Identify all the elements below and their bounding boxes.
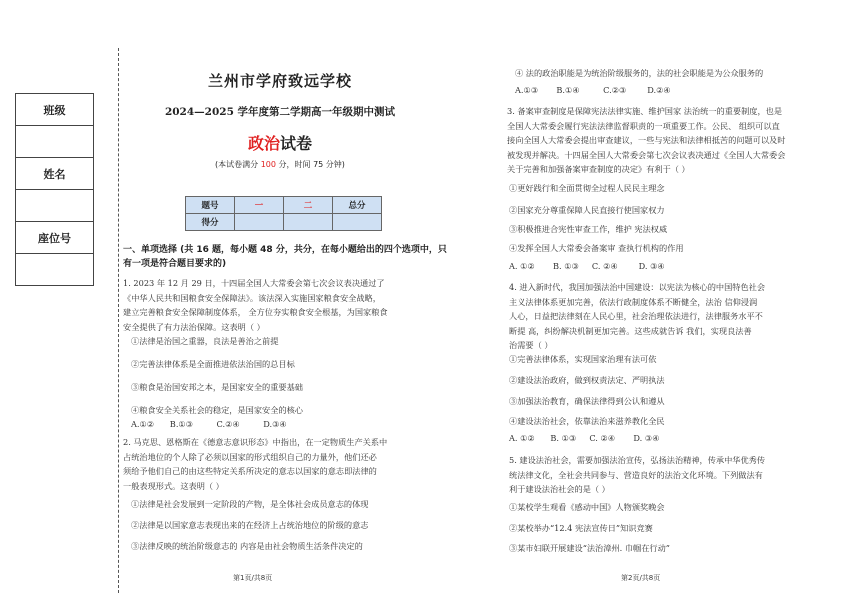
question-5 — [509, 453, 765, 497]
q2-option[interactable]: ②法律是以国家意志表现出来的在经济上占统治地位的阶级的意志 — [131, 520, 369, 530]
q4-option[interactable]: ④建设法治社会，依靠法治来滋养教化全民 — [509, 416, 665, 426]
q1-option[interactable]: ①法律是治国之重器，良法是善治之前提 — [131, 336, 279, 346]
q2-option[interactable]: ①法律是社会发展到一定阶段的产物，是全体社会成员意志的体现 — [131, 499, 369, 509]
q2-line: 须给予他们自己的由这些特定关系所决定的意志以国家的意志即法律的 — [123, 466, 377, 476]
note-prefix: (本试卷满分 — [215, 160, 261, 169]
q4-option[interactable]: ①完善法律体系，实现国家治理有法可依 — [509, 354, 657, 364]
q4-option[interactable]: ②建设法治政府，做到权责法定、严明执法 — [509, 375, 665, 385]
q2-choices[interactable]: A.①③ B.①④ C.②③ D.②④ — [515, 85, 671, 95]
section-line-1: 一、单项选择 (共 16 题，每小题 48 分，共分，在每小题给出的四个选项中，只 — [123, 245, 447, 255]
q2-option[interactable]: ④ 法的政治职能是为统治阶级服务的，法的社会职能是为公众服务的 — [515, 68, 764, 78]
score-h1: 题号 — [186, 197, 235, 214]
q5-option[interactable]: ②某校举办“12.4 宪法宣传日”知识竞赛 — [509, 523, 653, 533]
score-cell-2[interactable] — [284, 214, 333, 231]
q4-line: 断提 高，纠纷解决机制更加完善。这些成就告诉 我们，实现良法善 — [509, 325, 752, 336]
score-h3: 二 — [284, 197, 333, 214]
q5-line: 利于建设法治社会的是（ ） — [509, 484, 610, 494]
q1-option[interactable]: ④粮食安全关系社会的稳定，是国家安全的核心 — [131, 405, 303, 415]
page-footer-right: 第2页/共8页 — [621, 574, 661, 582]
name-field[interactable] — [16, 190, 93, 222]
q4-line: 主义法律体系更加完善，依法行政制度体系不断健全，法治 信仰浸润 — [509, 296, 758, 307]
q3-line: 关于完善和加强备案审查制度的决定》有利于（ ） — [507, 164, 690, 174]
score-cell-1[interactable] — [235, 214, 284, 231]
q5-line: 5. 建设法治社会，需要加强法治宣传，弘扬法治精神，传承中华优秀传 — [509, 455, 766, 465]
score-h2: 一 — [235, 197, 284, 214]
question-2 — [123, 435, 387, 493]
q1-line: 《中华人民共和国粮食安全保障法》。该法深入实施国家粮食安全战略， — [123, 292, 381, 303]
q3-option[interactable]: ③积极推进合宪性审查工作，维护 宪法权威 — [509, 224, 668, 234]
subject-black: 试卷 — [280, 134, 313, 153]
score-cell-total[interactable] — [333, 214, 382, 231]
q1-line: 安全提供了有力法治保障。这表明（ ） — [123, 321, 265, 332]
class-field[interactable] — [16, 126, 93, 158]
q4-option[interactable]: ③加强法治教育，确保法律得到公认和遵从 — [509, 396, 665, 406]
page-footer-left: 第1页/共8页 — [233, 574, 273, 582]
seat-label: 座位号 — [16, 222, 93, 254]
exam-term: 2024—2025 学年度第二学期高一年级期中测试 — [164, 106, 396, 118]
q3-line: 接向全国人大常委会提出审查建议，一些与宪法和法律相抵苦的问题可以及时 — [507, 135, 786, 145]
q1-line: 建立完善粮食安全保障制度体系， 全方位夯实粮食安全根基，为国家粮食 — [123, 307, 388, 317]
q5-option[interactable]: ①某校学生观看《感动中国》人物颁奖晚会 — [509, 502, 665, 512]
q2-line: 占统治地位的个人除了必须以国家的形式组织自己的力量外，他们还必 — [123, 451, 377, 462]
score-h4: 总分 — [333, 197, 382, 214]
q1-choices[interactable]: A.①② B.①③ C.②④ D.③④ — [131, 419, 287, 429]
q4-choices[interactable]: A. ①② B. ①③ C. ②④ D. ③④ — [509, 433, 660, 443]
q2-option[interactable]: ③法律反映的统治阶级意志的 内容是由社会物质生活条件决定的 — [131, 541, 363, 551]
q3-choices[interactable]: A. ①② B. ①③ C. ②④ D. ③④ — [509, 261, 665, 271]
q3-option[interactable]: ①更好践行和全面贯彻全过程人民民主理念 — [509, 183, 665, 193]
q3-line: 3. 备案审查制度是保障宪法法律实施、维护国家 法治统一的重要制度，也是 — [507, 106, 783, 116]
subject-title — [120, 131, 440, 154]
q1-option[interactable]: ②完善法律体系是全面推进依法治国的总目标 — [131, 359, 295, 369]
q1-line: 1. 2023 年 12 月 29 日，十四届全国人大常委会第七次会议表决通过了 — [123, 278, 385, 288]
q1-option[interactable]: ③粮食是治国安邦之本，是国家安全的重要基础 — [131, 382, 303, 392]
q4-line: 人心，日益把法律刻在人民心里，社会治理依法进行，法律服务水平不 — [509, 311, 763, 321]
q3-option[interactable]: ②国家充分尊重保障人民直接行使国家权力 — [509, 205, 665, 215]
seat-field[interactable] — [16, 254, 93, 285]
section-heading — [123, 243, 463, 271]
q2-line: 一般表现形式。这表明（ ） — [123, 480, 224, 491]
score-table — [185, 196, 382, 231]
q4-line: 治需要（ ） — [509, 340, 553, 350]
note-suffix: 分，时间 75 分钟) — [276, 160, 345, 169]
name-label: 姓名 — [16, 158, 93, 190]
note-score: 100 — [260, 160, 276, 169]
score-r1: 得分 — [186, 214, 235, 231]
q5-line: 统法律文化，全社会共同参与、营造良好的法治文化环境。下列做法有 — [509, 469, 763, 480]
class-label: 班级 — [16, 94, 93, 126]
exam-note — [120, 159, 440, 170]
school-title: 兰州市学府致远学校 — [207, 72, 352, 90]
student-info-table — [15, 93, 94, 286]
subject-red: 政治 — [247, 134, 280, 153]
q4-line: 4. 进入新时代，我国加强法治中国建设：以宪法为核心的中国特色社会 — [509, 282, 766, 292]
section-line-2: 有一项是符合题目要求的) — [123, 259, 227, 269]
binding-line — [118, 48, 119, 593]
question-3 — [507, 104, 785, 177]
q5-option[interactable]: ③某市妇联开展建设“法治漳州. 巾帼在行动” — [509, 543, 670, 553]
q3-option[interactable]: ④发挥全国人大常委会备案审 查执行机构的作用 — [509, 243, 684, 253]
question-1 — [123, 276, 388, 334]
q3-line: 全国人大常委会履行宪法法律监督职责的一项重要工作。公民、 组织可以直 — [507, 120, 780, 131]
q3-line: 被发现并解决。十四届全国人大常委会第七次会议表决通过《全国人大常委会 — [507, 149, 786, 160]
q2-line: 2. 马克思、恩格斯在《德意志意识形态》中指出，在一定物质生产关系中 — [123, 437, 388, 447]
question-4 — [509, 280, 765, 353]
